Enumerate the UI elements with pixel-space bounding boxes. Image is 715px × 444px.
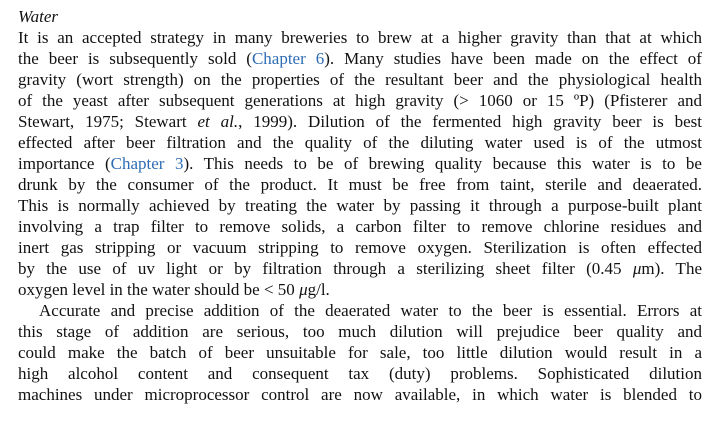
text-line — [18, 111, 702, 132]
text-run: importance ( — [18, 154, 111, 173]
text-line: this stage of addition are serious, too much dilution will prejudice beer quality and — [18, 322, 702, 341]
paragraph-2 — [18, 300, 702, 405]
text-run: ). Many studies have been made on the effect of — [324, 49, 702, 68]
mu-symbol: μ — [632, 259, 642, 278]
text-line: drunk by the consumer of the product. It must be free from taint, sterile and deaerated. — [18, 175, 702, 194]
text-run: by the use of uv light or by filtration through a sterilizing sheet filter (0.45 — [18, 259, 633, 278]
text-line: This is normally achieved by treating the water by passing it through a purpose-built plant — [18, 196, 702, 215]
text-line: high alcohol content and consequent tax (duty) problems. Sophisticated dilution — [18, 364, 702, 383]
text-line: of the yeast after subsequent generations at high gravity (> 1060 or 15 ºP) (Pfisterer and — [18, 91, 702, 110]
text-line: It is an accepted strategy in many breweries to brew at a higher gravity than that at which — [18, 28, 702, 47]
document-page — [18, 6, 702, 405]
paragraph-1 — [18, 27, 702, 300]
text-line — [18, 48, 702, 69]
section-heading: Water — [18, 7, 58, 26]
mu-symbol: μ — [299, 280, 308, 299]
chapter-3-link[interactable]: Chapter 3 — [110, 154, 184, 173]
et-al-italic: et al. — [197, 112, 239, 131]
text-line: gravity (wort strength) on the properties of the resultant beer and the physiological health — [18, 70, 702, 89]
text-line: Accurate and precise addition of the deaerated water to the beer is essential. Errors at — [39, 301, 702, 320]
text-line: machines under microprocessor control are now available, in which water is blended to — [18, 385, 702, 404]
text-line — [18, 279, 702, 300]
text-run: Stewart, 1975; Stewart — [18, 112, 198, 131]
text-run: ). This needs to be of brewing quality because this water is to be — [183, 154, 702, 173]
chapter-6-link[interactable]: Chapter 6 — [251, 49, 325, 68]
text-line: could make the batch of beer unsuitable for sale, too little dilution would result in a — [18, 343, 702, 362]
text-line: inert gas stripping or vacuum stripping to remove oxygen. Sterilization is often effected — [18, 238, 702, 257]
text-run: oxygen level in the water should be < 50 — [18, 280, 300, 299]
text-line: involving a trap filter to remove solids, a carbon filter to remove chlorine residues and — [18, 217, 702, 236]
text-line — [18, 258, 702, 279]
text-run: the beer is subsequently sold ( — [18, 49, 252, 68]
text-line: effected after beer filtration and the quality of the diluting water used is of the utmost — [18, 133, 702, 152]
text-run: m). The — [641, 259, 702, 278]
text-line — [18, 153, 702, 174]
text-run: g/l. — [307, 280, 330, 299]
text-run: , 1999). Dilution of the fermented high gravity beer is best — [238, 112, 702, 131]
